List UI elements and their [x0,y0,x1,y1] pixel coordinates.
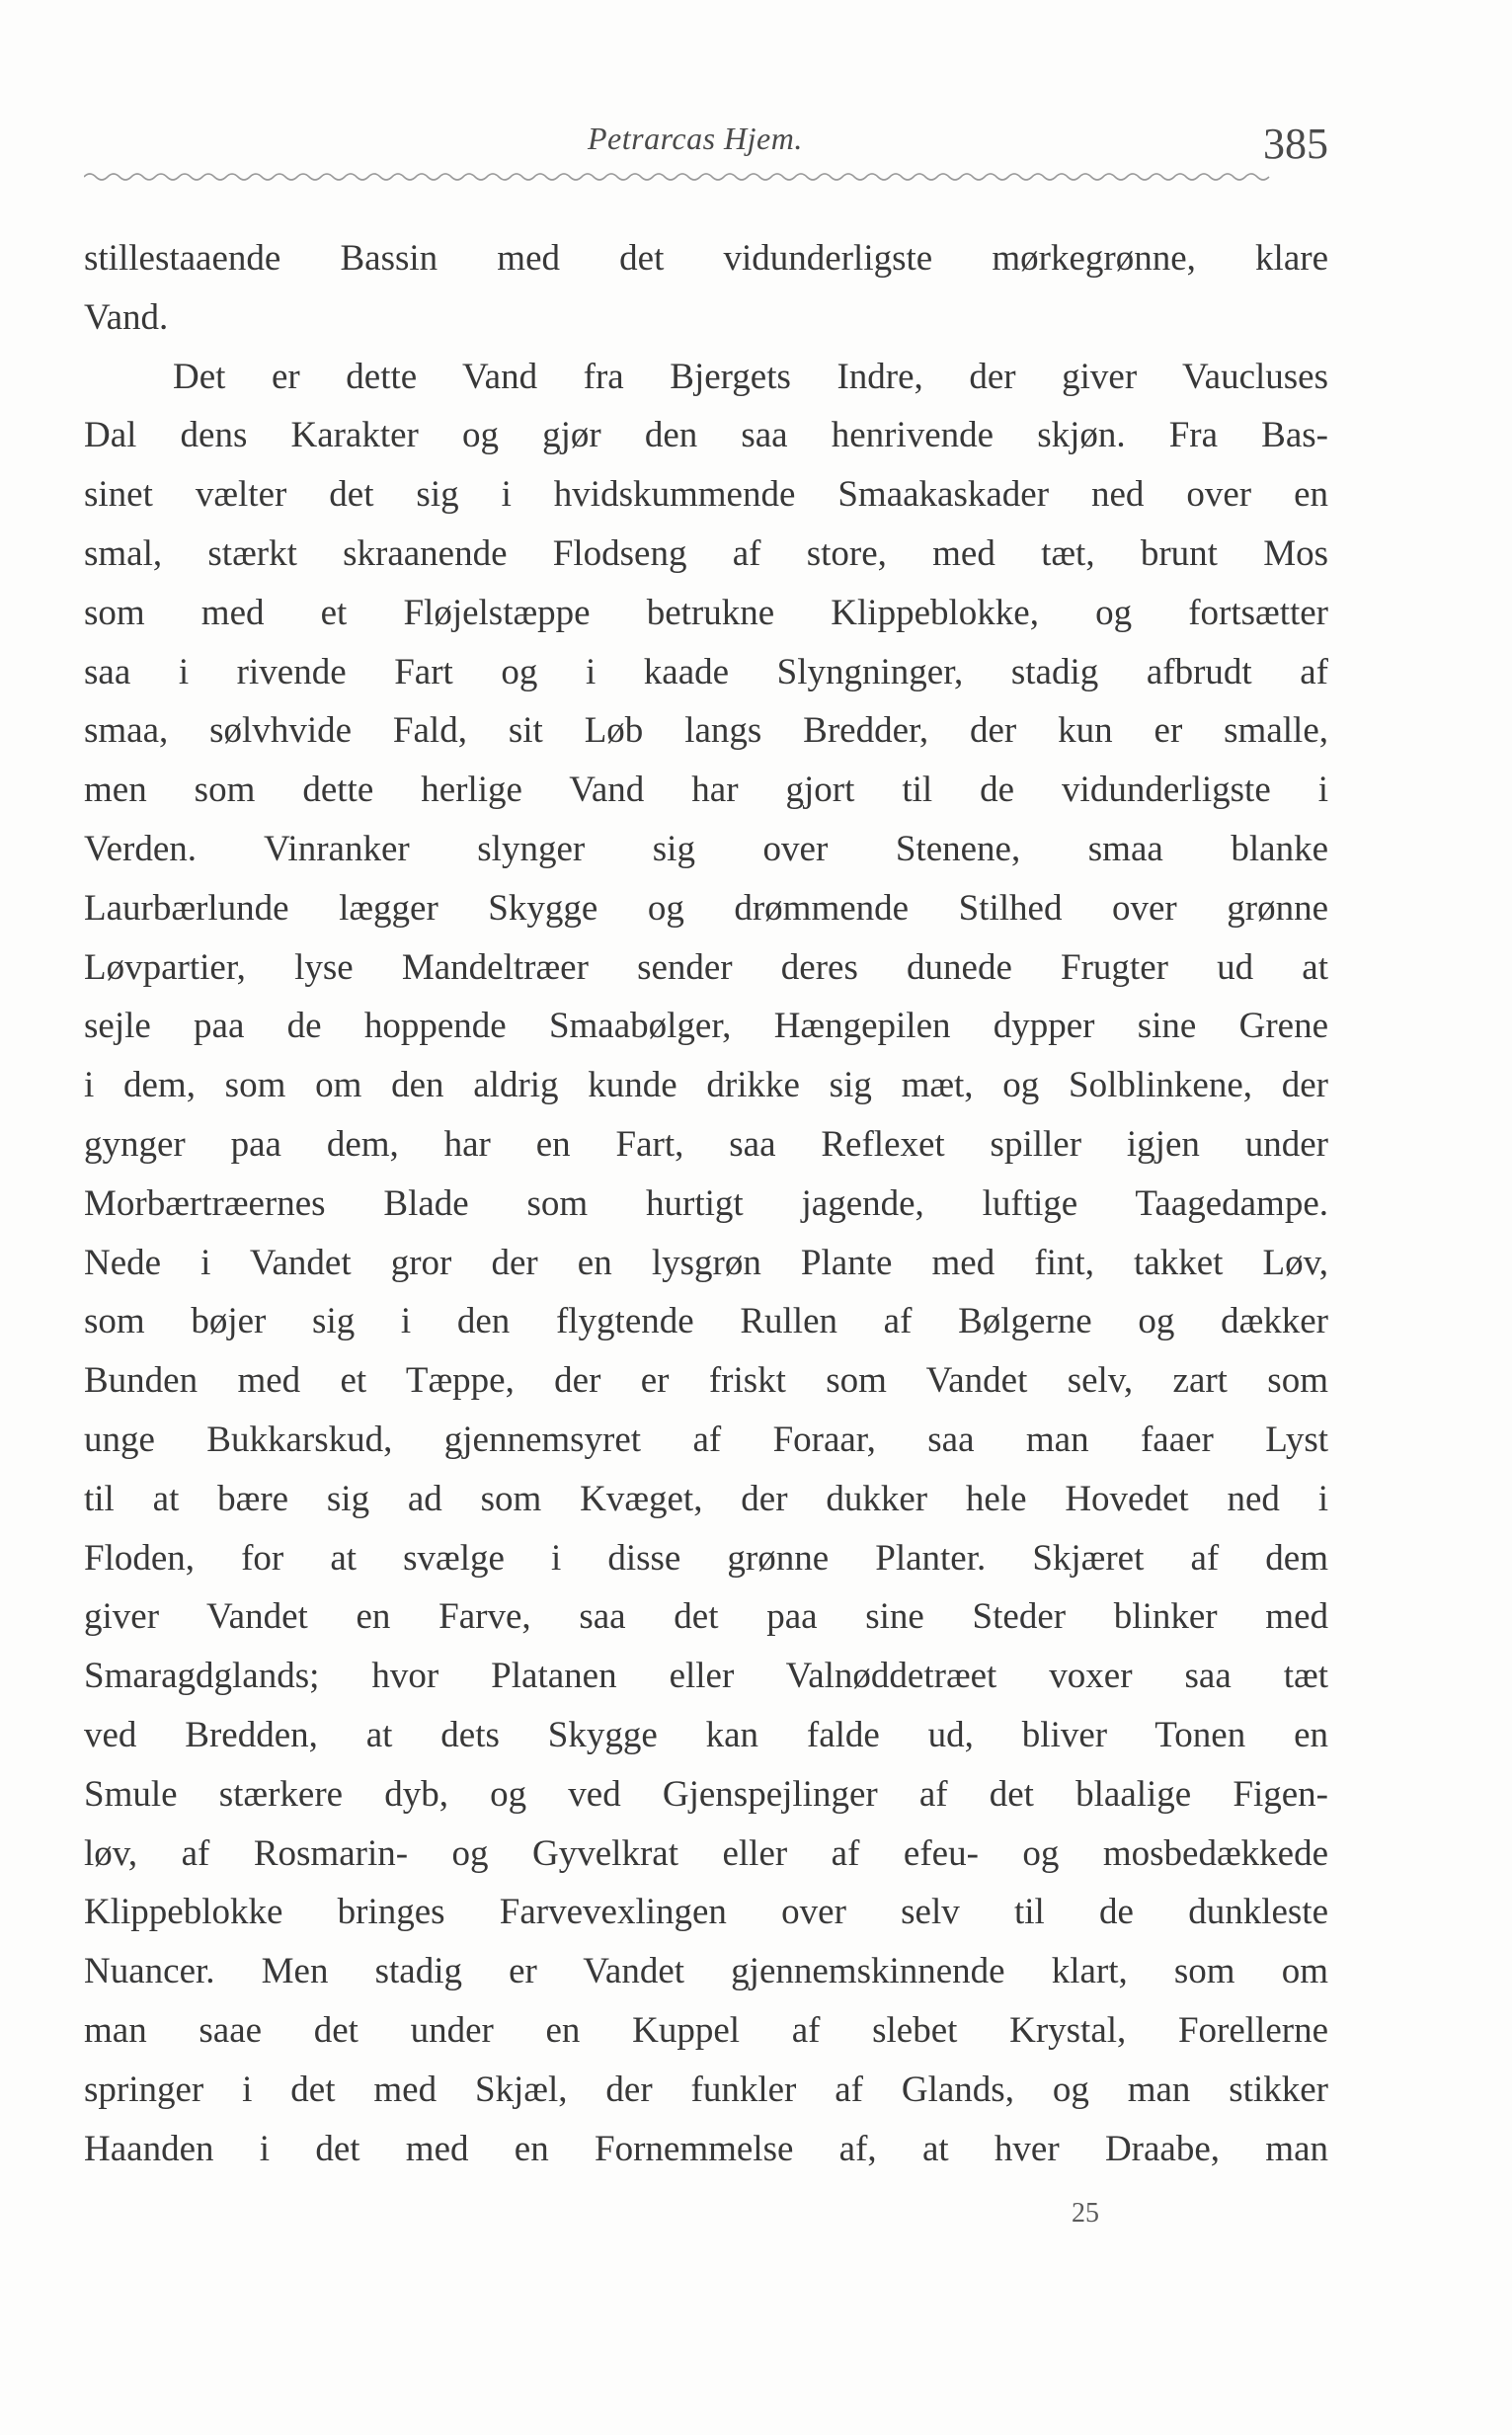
text-line: til at bære sig ad som Kvæget, der dukker hele Hovedet ned i [84,1478,1328,1519]
text-line: Verden. Vinranker slynger sig over Stenene, smaa blanke [84,828,1328,869]
text-line: som med et Fløjelstæppe betrukne Klippeblokke, og fortsætter [84,592,1328,633]
text-line: Nuancer. Men stadig er Vandet gjennemskinnende klart, som om [84,1951,1328,1992]
text-line: giver Vandet en Farve, saa det paa sine Steder blinker med [84,1596,1328,1638]
text-line: Bunden med et Tæppe, der er friskt som Vandet selv, zart som [84,1360,1328,1402]
text-line: Vand. [84,296,169,338]
text-line: gynger paa dem, har en Fart, saa Reflexet spiller igjen under [84,1123,1328,1165]
text-line: Smaragdglands; hvor Platanen eller Valnøddetræet voxer saa tæt [84,1656,1328,1697]
text-line: Floden, for at svælge i disse grønne Planter. Skjæret af dem [84,1537,1328,1579]
text-line: Nede i Vandet gror der en lysgrøn Plante med fint, takket Løv, [84,1242,1328,1283]
text-line: man saae det under en Kuppel af slebet Krystal, Forellerne [84,2009,1328,2051]
text-line: Haanden i det med en Fornemmelse af, at hver Draabe, man [84,2128,1328,2169]
text-line: men som dette herlige Vand har gjort til de vidunderligste i [84,770,1328,811]
text-line: i dem, som om den aldrig kunde drikke sig mæt, og Solblinkene, der [84,1065,1328,1106]
text-line: Dal dens Karakter og gjør den saa henrivende skjøn. Fra Bas- [84,415,1328,456]
text-line: unge Bukkarskud, gjennemsyret af Foraar, saa man faaer Lyst [84,1419,1328,1460]
text-line: som bøjer sig i den flygtende Rullen af Bølgerne og dækker [84,1301,1328,1342]
text-line: ved Bredden, at dets Skygge kan falde ud, bliver Tonen en [84,1714,1328,1755]
text-line: Smule stærkere dyb, og ved Gjenspejlinger af det blaalige Figen- [84,1773,1328,1815]
text-line: sejle paa de hoppende Smaabølger, Hængepilen dypper sine Grene [84,1006,1328,1047]
text-line: sinet vælter det sig i hvidskummende Smaakaskader ned over en [84,474,1328,516]
text-line: Morbærtræernes Blade som hurtigt jagende, luftige Taagedampe. [84,1182,1328,1224]
text-line: smaa, sølvhvide Fald, sit Løb langs Bredder, der kun er smalle, [84,710,1328,752]
text-line: saa i rivende Fart og i kaade Slyngninger, stadig afbrudt af [84,651,1328,692]
text-line: smal, stærkt skraanende Flodseng af store, med tæt, brunt Mos [84,532,1328,574]
text-line: stillestaaende Bassin med det vidunderligste mørkegrønne, klare [84,238,1328,279]
body-text [84,229,1328,2178]
page-number: 385 [1263,120,1328,168]
text-line: Laurbærlunde lægger Skygge og drømmende Stilhed over grønne [84,887,1328,929]
text-line: springer i det med Skjæl, der funkler af Glands, og man stikker [84,2069,1328,2110]
text-line: Løvpartier, lyse Mandeltræer sender deres dunede Frugter ud at [84,946,1328,988]
running-head [84,119,1328,178]
text-line: Klippeblokke bringes Farvevexlingen over selv til de dunkleste [84,1892,1328,1933]
text-line: Det er dette Vand fra Bjergets Indre, der giver Vaucluses [173,356,1328,397]
signature-mark: 25 [1072,2198,1099,2229]
running-title: Petrarcas Hjem. [588,121,803,156]
ornamental-rule [84,170,1328,184]
text-line: løv, af Rosmarin- og Gyvelkrat eller af efeu- og mosbedækkede [84,1832,1328,1874]
